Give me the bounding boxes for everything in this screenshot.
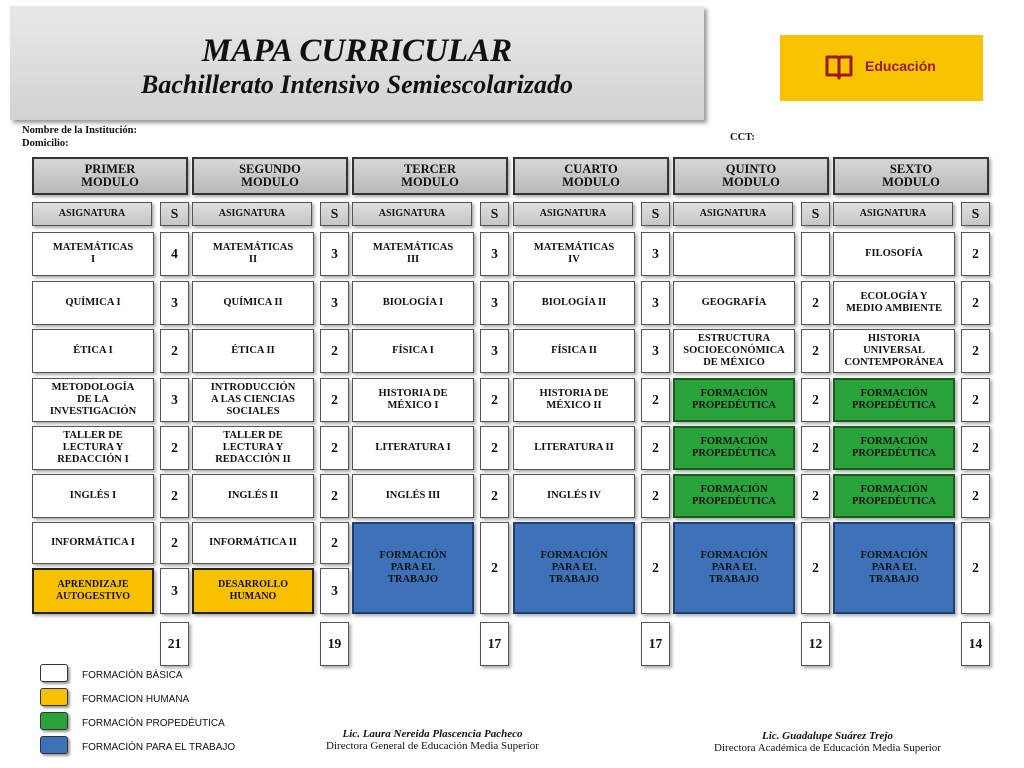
legend-swatch xyxy=(40,736,68,754)
credit-cell: 2 xyxy=(320,378,349,422)
credit-cell xyxy=(801,232,830,276)
address-label: Domicilio: xyxy=(22,138,69,149)
module-total: 17 xyxy=(480,622,509,666)
credit-cell: 3 xyxy=(641,329,670,373)
subject-cell xyxy=(673,232,795,276)
subject-cell: LITERATURA II xyxy=(513,426,635,470)
credit-cell: 2 xyxy=(961,378,990,422)
credit-cell: 2 xyxy=(641,474,670,518)
title-banner xyxy=(10,6,704,120)
module-total: 21 xyxy=(160,622,189,666)
subject-cell: QUÍMICA I xyxy=(32,281,154,325)
credit-cell: 2 xyxy=(641,378,670,422)
legend-swatch xyxy=(40,664,68,682)
credit-cell: 2 xyxy=(320,426,349,470)
module-title: SEGUNDO MODULO xyxy=(192,157,348,195)
credit-cell: 2 xyxy=(320,329,349,373)
credit-cell: 2 xyxy=(961,474,990,518)
signature-role: Directora General de Educación Media Superior xyxy=(326,740,539,752)
s-column-header: S xyxy=(801,202,830,226)
credit-cell: 2 xyxy=(160,426,189,470)
subject-cell: TALLER DE LECTURA Y REDACCIÓN II xyxy=(192,426,314,470)
subject-cell: QUÍMICA II xyxy=(192,281,314,325)
credit-cell: 2 xyxy=(801,281,830,325)
subject-cell: MATEMÁTICAS II xyxy=(192,232,314,276)
s-column-header: S xyxy=(480,202,509,226)
credit-cell: 2 xyxy=(160,522,189,564)
legend-label: FORMACIÓN BÁSICA xyxy=(82,670,183,681)
credit-cell: 2 xyxy=(160,474,189,518)
credit-cell: 2 xyxy=(801,426,830,470)
credit-cell: 2 xyxy=(961,426,990,470)
credit-cell: 2 xyxy=(320,522,349,564)
subject-cell: HISTORIA DE MÉXICO I xyxy=(352,378,474,422)
subject-cell: HISTORIA DE MÉXICO II xyxy=(513,378,635,422)
credit-cell: 2 xyxy=(961,281,990,325)
institution-label: Nombre de la Institución: xyxy=(22,125,138,136)
signature-name: Lic. Laura Nereida Plascencia Pacheco xyxy=(342,728,523,740)
module-title: SEXTO MODULO xyxy=(833,157,989,195)
subject-cell: ESTRUCTURA SOCIOECONÓMICA DE MÉXICO xyxy=(673,329,795,373)
legend-swatch xyxy=(40,688,68,706)
subject-cell: FORMACIÓN PROPEDÉUTICA xyxy=(833,426,955,470)
formacion-trabajo-cell: FORMACIÓN PARA EL TRABAJO xyxy=(352,522,474,614)
formacion-trabajo-cell: FORMACIÓN PARA EL TRABAJO xyxy=(513,522,635,614)
credit-cell: 3 xyxy=(641,232,670,276)
subject-cell: BIOLOGÍA I xyxy=(352,281,474,325)
credit-cell: 2 xyxy=(801,522,830,614)
credit-cell: 4 xyxy=(160,232,189,276)
subject-column-header: ASIGNATURA xyxy=(32,202,152,226)
credit-cell: 3 xyxy=(320,281,349,325)
credit-cell: 3 xyxy=(480,329,509,373)
credit-cell: 3 xyxy=(480,232,509,276)
subject-cell: FORMACIÓN PROPEDÉUTICA xyxy=(833,378,955,422)
credit-cell: 3 xyxy=(641,281,670,325)
s-column-header: S xyxy=(961,202,990,226)
formacion-trabajo-cell: FORMACIÓN PARA EL TRABAJO xyxy=(833,522,955,614)
credit-cell: 2 xyxy=(801,378,830,422)
credit-cell: 3 xyxy=(160,281,189,325)
credit-cell: 3 xyxy=(320,568,349,614)
legend-swatch xyxy=(40,712,68,730)
subject-column-header: ASIGNATURA xyxy=(513,202,633,226)
credit-cell: 2 xyxy=(961,522,990,614)
module-title: TERCER MODULO xyxy=(352,157,508,195)
subject-cell: INGLÉS III xyxy=(352,474,474,518)
subject-cell: FORMACIÓN PROPEDÉUTICA xyxy=(673,378,795,422)
subject-cell: LITERATURA I xyxy=(352,426,474,470)
subject-cell: ÉTICA I xyxy=(32,329,154,373)
legend-label: FORMACIÓN PROPEDÉUTICA xyxy=(82,718,225,729)
page-subtitle: Bachillerato Intensivo Semiescolarizado xyxy=(141,70,573,99)
credit-cell: 2 xyxy=(160,329,189,373)
credit-cell: 2 xyxy=(961,232,990,276)
subject-cell: INFORMÁTICA I xyxy=(32,522,154,564)
credit-cell: 2 xyxy=(801,329,830,373)
subject-column-header: ASIGNATURA xyxy=(352,202,472,226)
credit-cell: 3 xyxy=(160,378,189,422)
credit-cell: 2 xyxy=(801,474,830,518)
module-total: 14 xyxy=(961,622,990,666)
module-total: 17 xyxy=(641,622,670,666)
subject-cell: APRENDIZAJE AUTOGESTIVO xyxy=(32,568,154,614)
credit-cell: 3 xyxy=(320,232,349,276)
subject-cell: INGLÉS I xyxy=(32,474,154,518)
subject-cell: MATEMÁTICAS IV xyxy=(513,232,635,276)
credit-cell: 2 xyxy=(480,378,509,422)
subject-cell: DESARROLLO HUMANO xyxy=(192,568,314,614)
education-logo xyxy=(780,35,983,101)
credit-cell: 2 xyxy=(320,474,349,518)
subject-cell: HISTORIA UNIVERSAL CONTEMPORÁNEA xyxy=(833,329,955,373)
subject-cell: TALLER DE LECTURA Y REDACCIÓN I xyxy=(32,426,154,470)
signature-block-1 xyxy=(300,728,565,752)
credit-cell: 2 xyxy=(641,426,670,470)
module-total: 19 xyxy=(320,622,349,666)
subject-cell: INGLÉS II xyxy=(192,474,314,518)
subject-cell: ÉTICA II xyxy=(192,329,314,373)
signature-name: Lic. Guadalupe Suárez Trejo xyxy=(762,730,893,742)
subject-cell: INTRODUCCIÓN A LAS CIENCIAS SOCIALES xyxy=(192,378,314,422)
subject-column-header: ASIGNATURA xyxy=(833,202,953,226)
module-total: 12 xyxy=(801,622,830,666)
cct-label: CCT: xyxy=(730,132,755,143)
subject-cell: FORMACIÓN PROPEDÉUTICA xyxy=(833,474,955,518)
subject-cell: MATEMÁTICAS III xyxy=(352,232,474,276)
credit-cell: 3 xyxy=(480,281,509,325)
subject-cell: METODOLOGÍA DE LA INVESTIGACIÓN xyxy=(32,378,154,422)
signature-role: Directora Académica de Educación Media Superior xyxy=(714,742,941,754)
credit-cell: 2 xyxy=(961,329,990,373)
module-title: QUINTO MODULO xyxy=(673,157,829,195)
s-column-header: S xyxy=(320,202,349,226)
logo-text: Educación xyxy=(865,58,936,74)
subject-cell: FORMACIÓN PROPEDÉUTICA xyxy=(673,474,795,518)
page-title: MAPA CURRICULAR xyxy=(201,33,513,69)
credit-cell: 2 xyxy=(641,522,670,614)
credit-cell: 2 xyxy=(480,474,509,518)
subject-cell: FÍSICA I xyxy=(352,329,474,373)
legend-label: FORMACION HUMANA xyxy=(82,694,190,705)
credit-cell: 2 xyxy=(480,426,509,470)
subject-cell: BIOLOGÍA II xyxy=(513,281,635,325)
subject-cell: MATEMÁTICAS I xyxy=(32,232,154,276)
s-column-header: S xyxy=(160,202,189,226)
module-title: CUARTO MODULO xyxy=(513,157,669,195)
legend-label: FORMACIÓN PARA EL TRABAJO xyxy=(82,742,236,753)
subject-cell: INFORMÁTICA II xyxy=(192,522,314,564)
subject-cell: INGLÉS IV xyxy=(513,474,635,518)
signature-block-2 xyxy=(690,730,965,754)
subject-cell: FORMACIÓN PROPEDÉUTICA xyxy=(673,426,795,470)
credit-cell: 3 xyxy=(160,568,189,614)
book-icon xyxy=(824,53,854,81)
subject-cell: GEOGRAFÍA xyxy=(673,281,795,325)
credit-cell: 2 xyxy=(480,522,509,614)
s-column-header: S xyxy=(641,202,670,226)
subject-cell: FÍSICA II xyxy=(513,329,635,373)
formacion-trabajo-cell: FORMACIÓN PARA EL TRABAJO xyxy=(673,522,795,614)
subject-cell: ECOLOGÍA Y MEDIO AMBIENTE xyxy=(833,281,955,325)
subject-column-header: ASIGNATURA xyxy=(192,202,312,226)
subject-cell: FILOSOFÍA xyxy=(833,232,955,276)
subject-column-header: ASIGNATURA xyxy=(673,202,793,226)
module-title: PRIMER MODULO xyxy=(32,157,188,195)
